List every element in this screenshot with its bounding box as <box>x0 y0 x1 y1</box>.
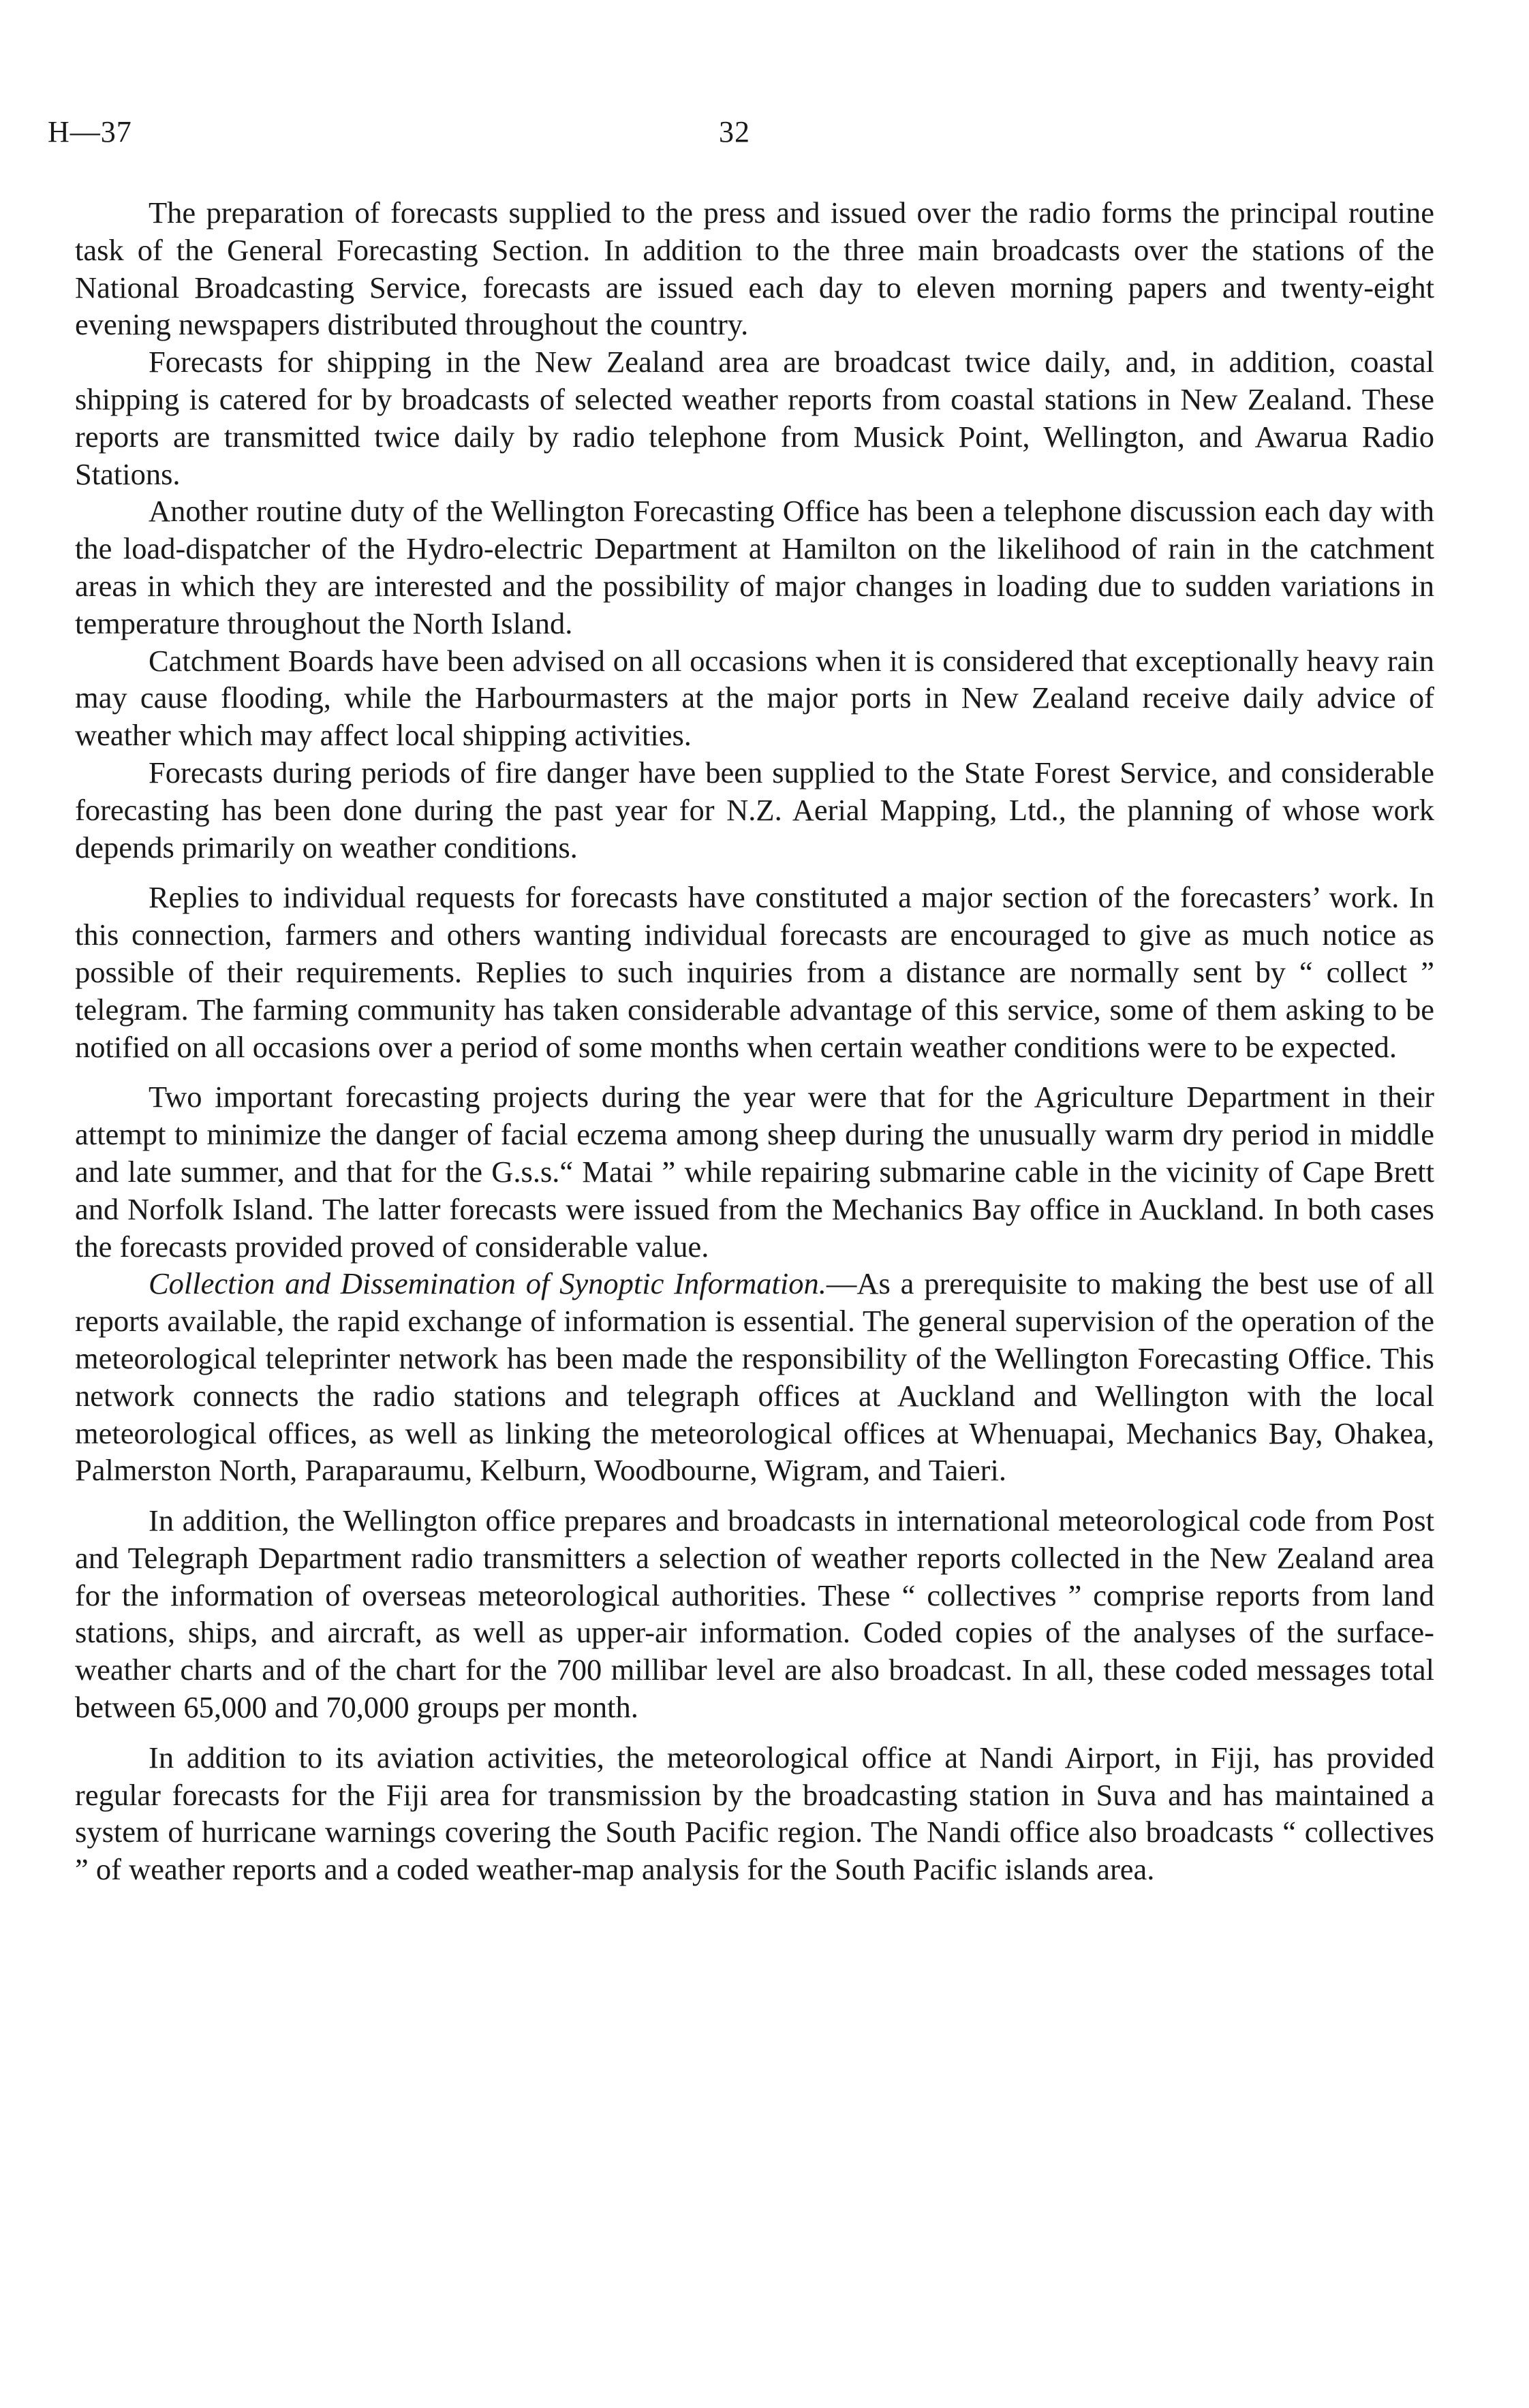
paragraph-catchment-boards: Catchment Boards have been advised on all occasions when it is considered that exceptionally heavy rain may cause flooding, while the Harbourmasters at the major ports in New Zealand receive daily advice of weather which may affect local shipping activities. <box>75 643 1434 753</box>
page-header <box>48 114 1438 155</box>
page-number: 32 <box>719 115 750 148</box>
paragraph-individual-requests: Replies to individual requests for forecasts have constituted a major section of the forecasters’ work. In this connection, farmers and others wanting individual forecasts are encouraged to give as much notice as possible of their requirements. Replies to such inquiries from a distance are normally sent by “ collect ” telegram. The farming community has taken considerable advantage of this service, some of them asking to be notified on all occasions over a period of some months when certain weather conditions were to be expected. <box>75 880 1434 1064</box>
paragraph-international-broadcasts: In addition, the Wellington office prepares and broadcasts in international meteorological code from Post and Telegraph Department radio transmitters a selection of weather reports collected in the New Zealand area for the information of overseas meteorological authorities. These “ collectives ” comprise reports from land stations, ships, and aircraft, as well as upper-air information. Coded copies of the analyses of the surface-weather charts and of the chart for the 700 millibar level are also broadcast. In all, these coded messages total between 65,000 and 70,000 groups per month. <box>75 1503 1434 1725</box>
paragraph-nandi-office: In addition to its aviation activities, the meteorological office at Nandi Airport, in Fiji, has provided regular forecasts for the Fiji area for transmission by the broadcasting station in Suva and has maintained a system of hurricane warnings covering the South Pacific region. The Nandi office also broadcasts “ collectives ” of weather reports and a coded weather-map analysis for the South Pacific islands area. <box>75 1740 1434 1887</box>
paragraph-fire-danger: Forecasts during periods of fire danger have been supplied to the State Forest Service, and considerable forecasting has been done during the past year for N.Z. Aerial Mapping, Ltd., the planning of whose work depends primarily on weather conditions. <box>75 755 1434 864</box>
paragraph-load-dispatcher: Another routine duty of the Wellington Forecasting Office has been a telephone discussion each day with the load-dispatcher of the Hydro-electric Department at Hamilton on the likelihood of rain in the catchment areas in which they are interested and the possibility of major changes in loading due to sudden variations in temperature throughout the North Island. <box>75 494 1434 640</box>
paragraph-synoptic-text: —As a prerequisite to making the best use of all reports available, the rapid exchange of information is essential. The general supervision of the operation of the meteorological teleprinter network has been made the responsibility of the Wellington Forecasting Office. This network connects the radio stations and telegraph offices at Auckland and Wellington with the local meteorological offices, as well as linking the meteorological offices at Whenuapai, Mechanics Bay, Ohakea, Palmerston North, Paraparaumu, Kelburn, Woodbourne, Wigram, and Taieri. <box>75 1266 1434 1488</box>
paragraph-forecasting-projects: Two important forecasting projects during the year were that for the Agriculture Department in their attempt to minimize the danger of facial eczema among sheep during the unusually warm dry period in middle and late summer, and that for the G.s.s.“ Matai ” while repairing submarine cable in the vicinity of Cape Brett and Norfolk Island. The latter forecasts were issued from the Mechanics Bay office in Auckland. In both cases the forecasts provided proved of considerable value. <box>75 1080 1434 1264</box>
paragraph-shipping-forecasts: Forecasts for shipping in the New Zealand area are broadcast twice daily, and, in addition, coastal shipping is catered for by broadcasts of selected weather reports from coastal stations in New Zealand. These reports are transmitted twice daily by radio telephone from Musick Point, Wellington, and Awarua Radio Stations. <box>75 345 1434 491</box>
body-text <box>75 194 1434 1888</box>
paragraph-synoptic-information <box>75 1265 1434 1489</box>
document-id: H—37 <box>48 115 132 148</box>
section-heading: Collection and Dissemination of Synoptic Information. <box>149 1266 827 1301</box>
paragraph-press-forecasts: The preparation of forecasts supplied to the press and issued over the radio forms the principal routine task of the General Forecasting Section. In addition to the three main broadcasts over the stations of the National Broadcasting Service, forecasts are issued each day to eleven morning papers and twenty-eight evening newspapers distributed throughout the country. <box>75 196 1434 342</box>
